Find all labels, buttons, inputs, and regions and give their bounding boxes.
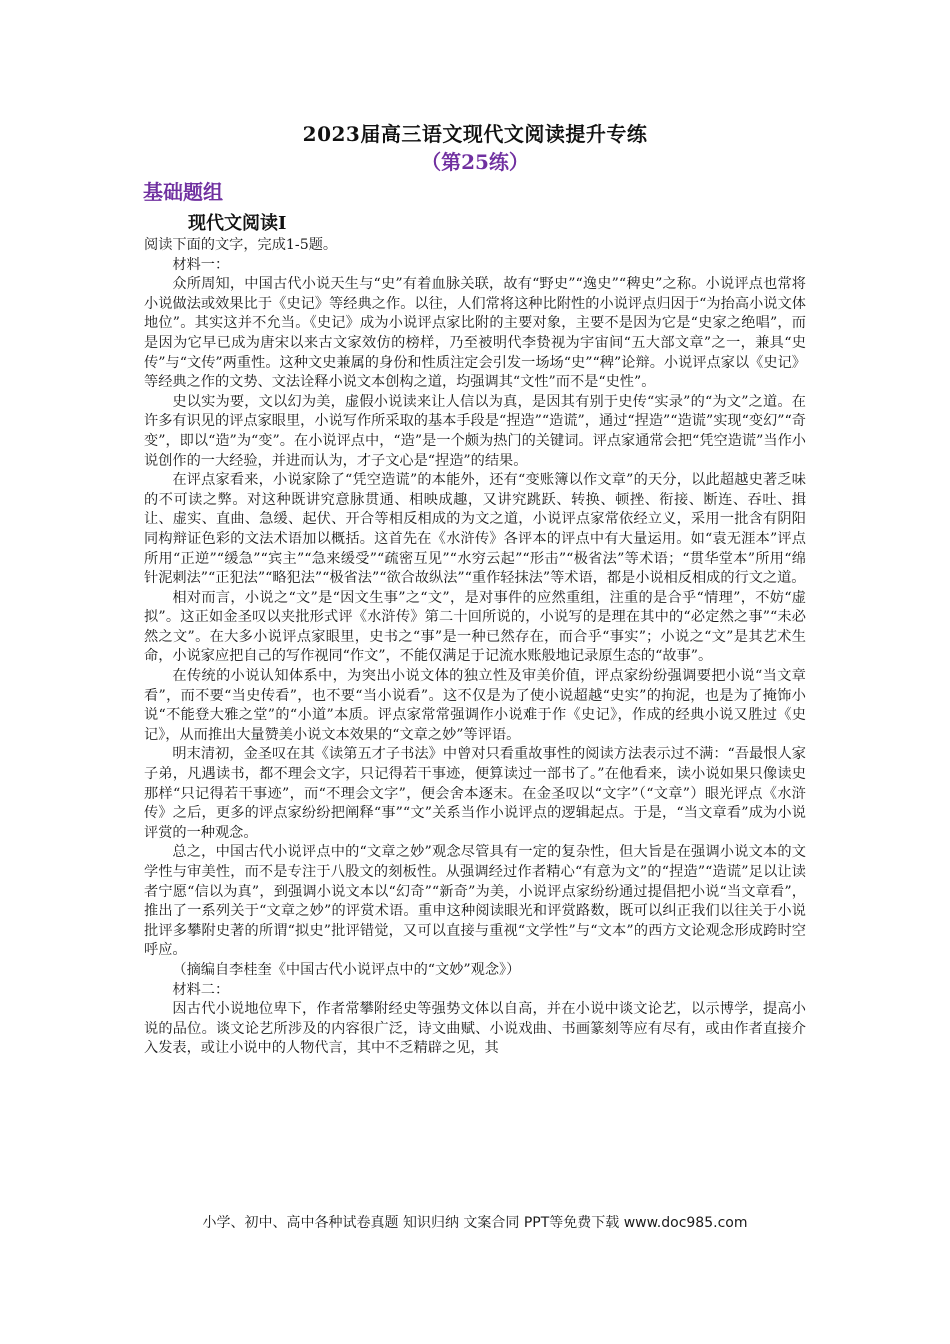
section-heading: 基础题组 bbox=[143, 180, 223, 204]
material-one-label: 材料一： bbox=[172, 256, 230, 273]
paragraph: 在传统的小说认知体系中，为突出小说文体的独立性及审美价值，评点家纷纷强调要把小说“当文章看”，而不要“当史传看”，也不要“当小说看”。这不仅是为了使小说超越“史实”的拘泥，也是为了掩饰小说“不能登大雅之堂”的“小道”本质。评点家常常强调作小说难于作《史记》，作成的经典小说又胜过《史记》，从而推出大量赞美小说文本效果的“文章之妙”等评语。 bbox=[144, 668, 806, 743]
document-subtitle: （第25练） bbox=[421, 150, 529, 174]
paragraph: 总之，中国古代小说评点中的“文章之妙”观念尽管具有一定的复杂性，但大旨是在强调小说文本的文学性与审美性，而不是专注于八股文的刻板性。从强调经过作者精心“有意为文”的“捏造”“造谎”足以让读者宁愿“信以为真”，到强调小说文本以“幻奇”“新奇”为美，小说评点家纷纷通过提倡把小说“当文章看”，推出了一系列关于“文章之妙”的评赏术语。重申这种阅读眼光和评赏路数，既可以纠正我们以往关于小说批评多攀附史著的所谓“拟史”批评错觉，又可以直接与重视“文学性”与“文本”的西方文论观念形成跨时空呼应。 bbox=[144, 844, 806, 959]
instruction-text: 阅读下面的文字，完成1-5题。 bbox=[144, 237, 338, 253]
paragraph: 众所周知，中国古代小说天生与“史”有着血脉关联，故有“野史”“逸史”“稗史”之称。小说评点也常将小说做法或效果比于《史记》等经典之作。以往，人们常将这种比附性的小说评点归因于“为抬高小说文体地位”。其实这并不允当。《史记》成为小说评点家比附的主要对象，主要不是因为它是“史家之绝唱”，而是因为它早已成为唐宋以来古文家效仿的榜样，乃至被明代李贽视为宇宙间“五大部文章”之一，兼具“史传”与“文传”两重性。这种文史兼属的身份和性质注定会引发一场场“史”“稗”论辩。小说评点家以《史记》等经典之作的文势、文法诠释小说文本创构之道，均强调其“文性”而不是“史性”。 bbox=[144, 276, 806, 391]
paragraph: 明末清初，金圣叹在其《读第五才子书法》中曾对只看重故事性的阅读方法表示过不满：“吾最恨人家子弟，凡遇读书，都不理会文字，只记得若干事迹，便算读过一部书了。”在他看来，读小说如果只像读史那样“只记得若干事迹”，而“不理会文字”，便会舍本逐末。在金圣叹以“文字”（“文章”）眼光评点《水浒传》之后，更多的评点家纷纷把阐释“事”“文”关系当作小说评点的逻辑起点。于是，“当文章看”成为小说评赏的一种观念。 bbox=[144, 746, 806, 841]
reading-passage bbox=[144, 236, 806, 1059]
material-two-label: 材料二： bbox=[172, 981, 230, 998]
paragraph: 相对而言，小说之“文”是“因文生事”之“文”，是对事件的应然重组，注重的是合乎“情理”，不妨“虚拟”。这正如金圣叹以夹批形式评《水浒传》第二十回所说的，小说写的是理在其中的“必定然之事”“未必然之文”。在大多小说评点家眼里，史书之“事”是一种已然存在，而合乎“事实”；小说之“文”是其艺术生命，小说家应把自己的写作视同“作文”，不能仅满足于记流水账般地记录原生态的“故事”。 bbox=[144, 589, 806, 665]
subsection-heading: 现代文阅读Ⅰ bbox=[188, 213, 287, 234]
paragraph: 在评点家看来，小说家除了“凭空造谎”的本能外，还有“变账簿以作文章”的天分，以此超越史著乏味的不可读之弊。对这种既讲究意脉贯通、相映成趣，又讲究跳跃、转换、顿挫、衔接、断连、吞吐、揖让、虚实、直曲、急缓、起伏、开合等相反相成的为文之道，小说评点家常依经立义，采用一批含有阴阳同构辩证色彩的文法术语加以概括。这首先在《水浒传》各评本的评点中有大量运用。如“袁无涯本”评点所用“正逆”“缓急”“宾主”“急来缓受”“疏密互见”“水穷云起”“形击”“极省法”等术语；“贯华堂本”所用“绵针泥刺法”“正犯法”“略犯法”“极省法”“欲合故纵法”“重作轻抹法”等术语，都是小说相反相成的行文之道。 bbox=[144, 472, 806, 587]
document-title: 2023届高三语文现代文阅读提升专练 bbox=[302, 122, 648, 146]
footer-text: 小学、初中、高中各种试卷真题 知识归纳 文案合同 PPT等免费下载 www.doc985.com bbox=[202, 1215, 748, 1231]
paragraph: 史以实为要，文以幻为美，虚假小说读来让人信以为真，是因其有别于史传“实录”的“为文”之道。在许多有识见的评点家眼里，小说写作所采取的基本手段是“捏造”“造谎”，通过“捏造”“造谎”实现“变幻”“奇变”，即以“造”为“变”。在小说评点中，“造”是一个颇为热门的关键词。评点家通常会把“凭空造谎”当作小说创作的一大经验，并进而认为，才子文心是“捏造”的结果。 bbox=[144, 393, 806, 469]
paragraph: 因古代小说地位卑下，作者常攀附经史等强势文体以自高，并在小说中谈文论艺，以示博学，提高小说的品位。谈文论艺所涉及的内容很广泛，诗文曲赋、小说戏曲、书画篆刻等应有尽有，或由作者直接介入发表，或让小说中的人物代言，其中不乏精辟之见，其 bbox=[144, 1001, 806, 1057]
source-citation: （摘编自李桂奎《中国古代小说评点中的“文妙”观念》） bbox=[172, 961, 521, 978]
